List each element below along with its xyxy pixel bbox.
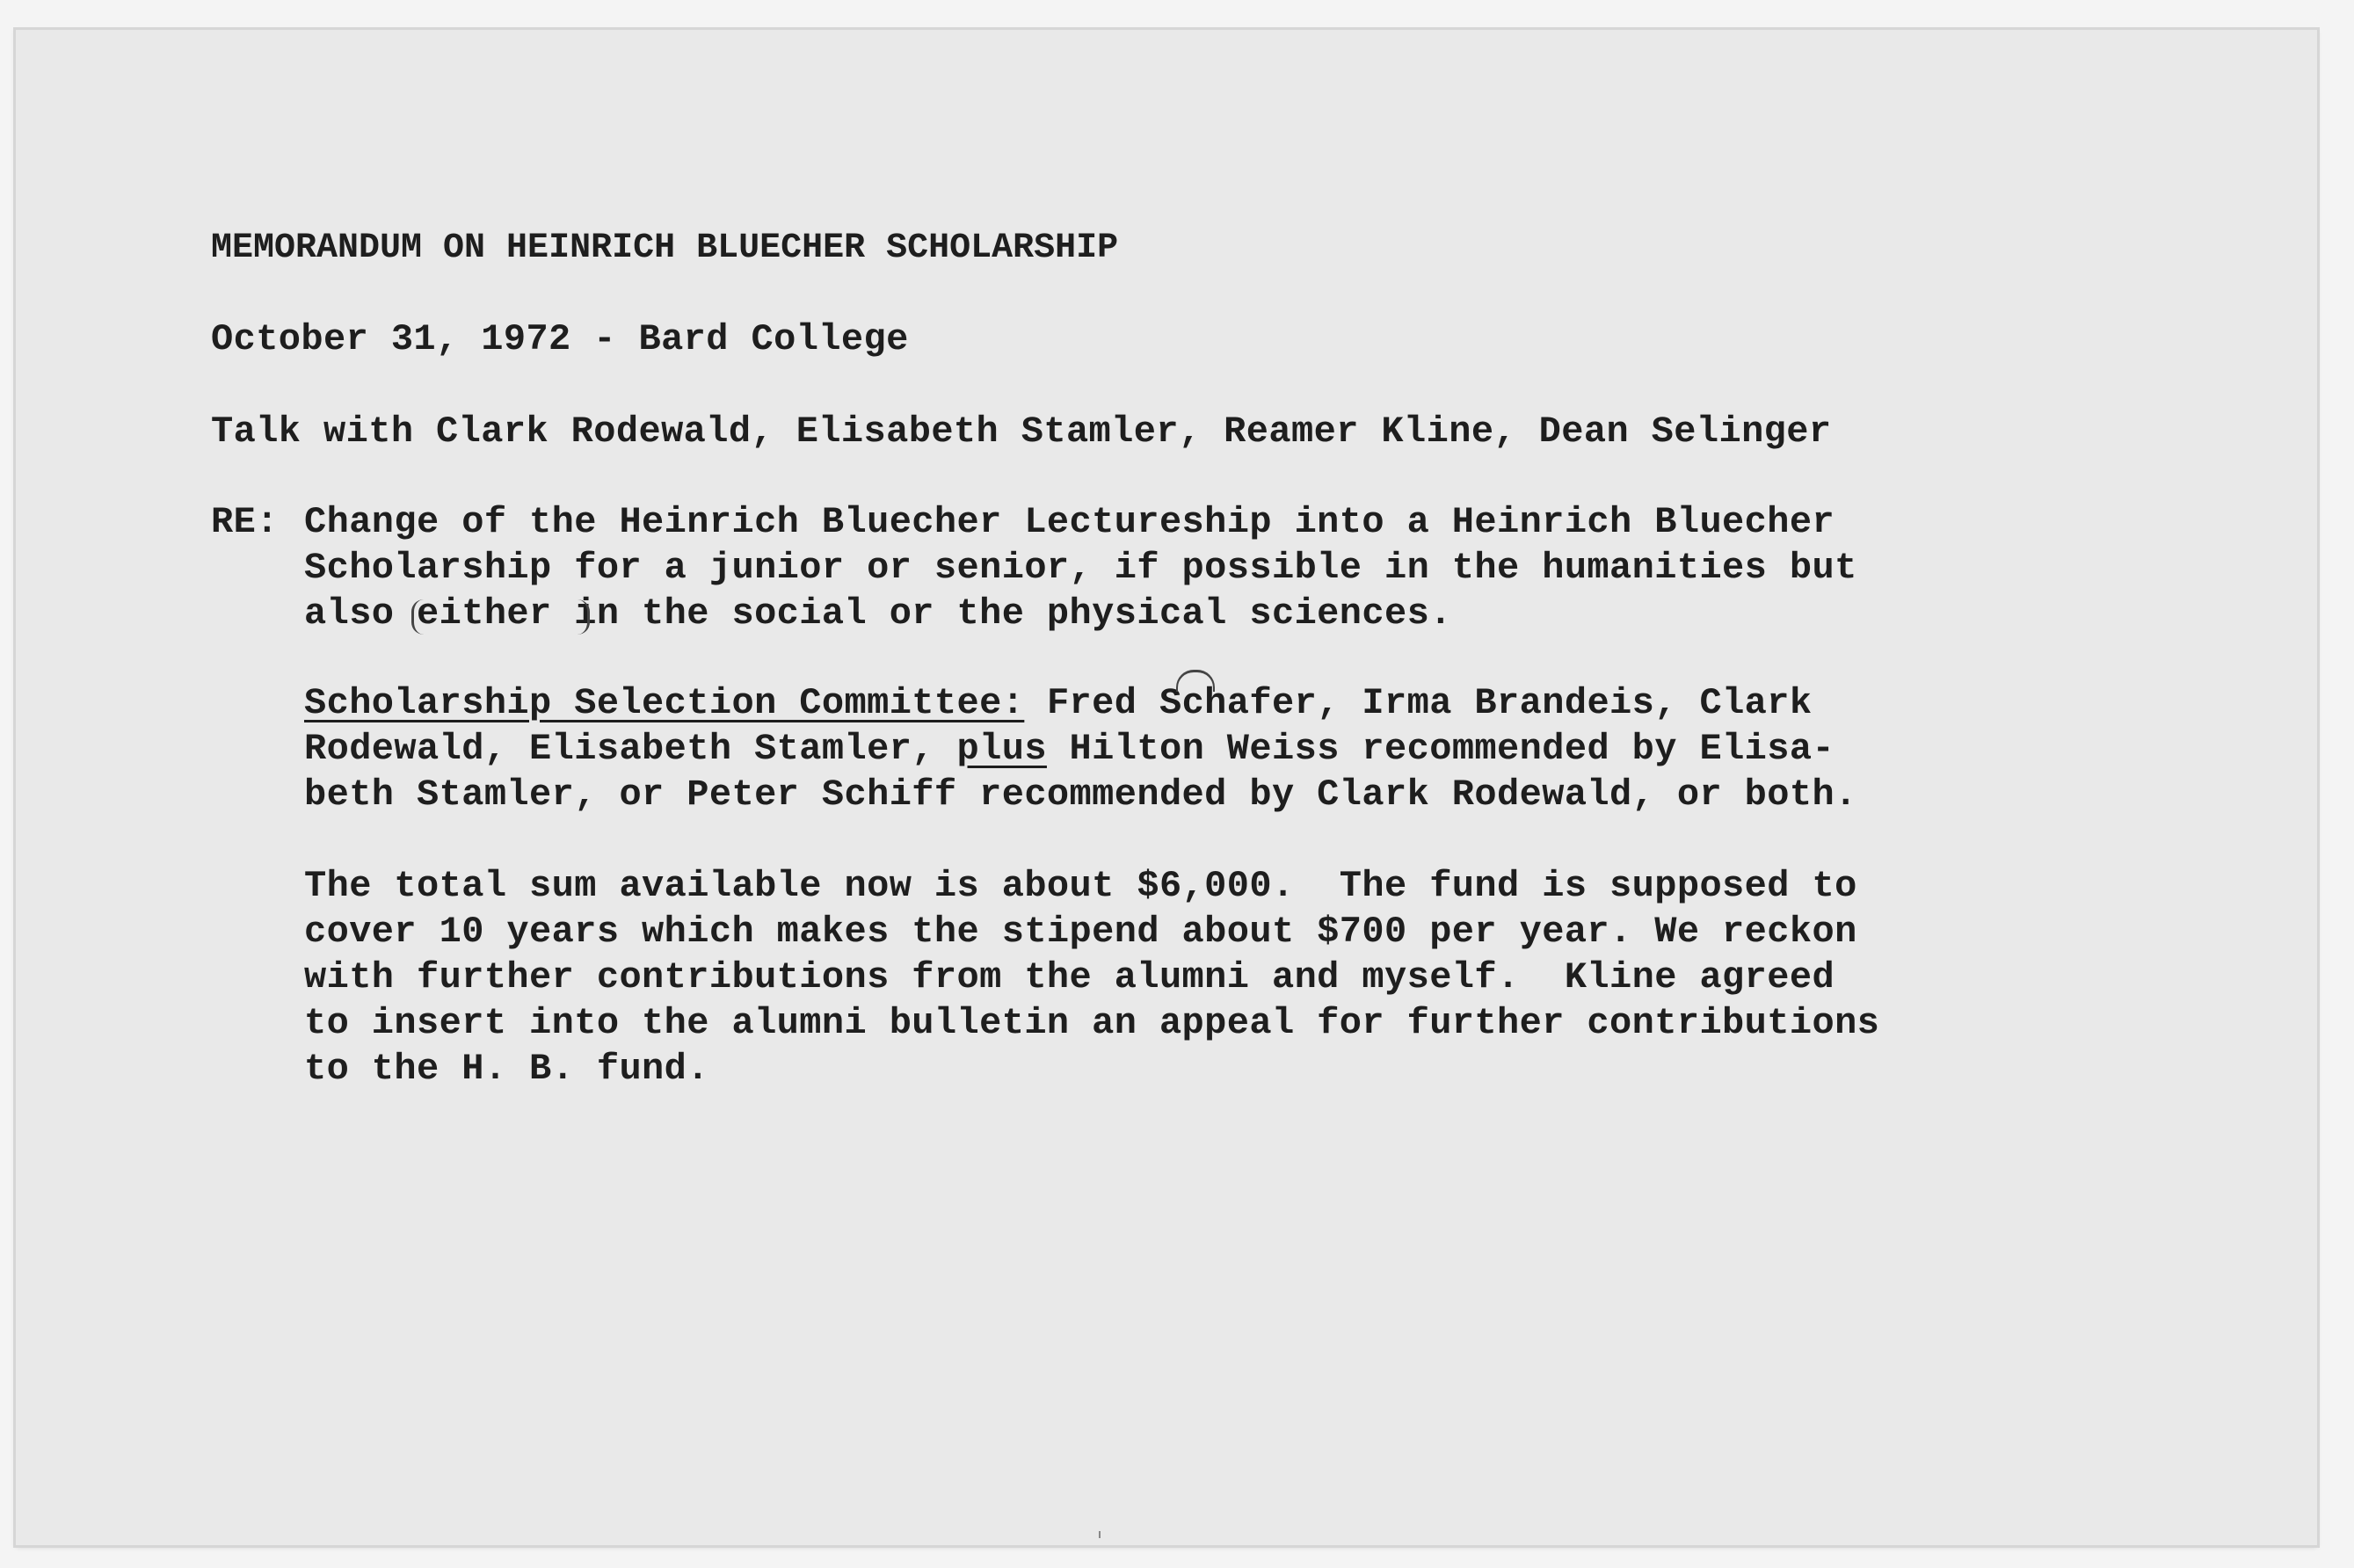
committee-line-2 (304, 726, 1857, 772)
re-line-1: Change of the Heinrich Bluecher Lectureship into a Heinrich Bluecher (304, 501, 1835, 543)
committee-line-1-rest: Fred Schafer, Irma Brandeis, Clark (1024, 682, 1813, 724)
committee-line-2-a: Rodewald, Elisabeth Stamler, (304, 728, 957, 770)
re-paragraph (304, 499, 1857, 636)
re-label: RE: (211, 501, 279, 543)
memo-date-line: October 31, 1972 - Bard College (211, 318, 909, 360)
funds-line-2: cover 10 years which makes the stipend about $700 per year. We reckon (304, 911, 1857, 953)
re-line-2: Scholarship for a junior or senior, if possible in the humanities but (304, 547, 1857, 589)
committee-heading: Scholarship Selection Committee: (304, 682, 1025, 724)
memo-participants-line: Talk with Clark Rodewald, Elisabeth Stamler, Reamer Kline, Dean Selinger (211, 410, 1832, 453)
funds-line-5: to the H. B. fund. (304, 1048, 709, 1090)
re-line-3: also either in the social or the physical sciences. (304, 592, 1452, 635)
funds-line-3: with further contributions from the alumni and myself. Kline agreed (304, 956, 1835, 998)
memo-paper (16, 30, 2317, 1545)
committee-paragraph (304, 680, 1857, 817)
funds-line-4: to insert into the alumni bulletin an appeal for further contributions (304, 1002, 1880, 1044)
committee-line-2-b: Hilton Weiss recommended by Elisa- (1046, 728, 1835, 770)
committee-plus-word: plus (956, 728, 1047, 770)
memo-document (16, 30, 2317, 1545)
funds-paragraph (304, 863, 1879, 1092)
memo-title: MEMORANDUM ON HEINRICH BLUECHER SCHOLARSHIP (211, 229, 1119, 268)
committee-line-1 (304, 680, 1857, 726)
committee-line-3: beth Stamler, or Peter Schiff recommended by Clark Rodewald, or both. (304, 773, 1857, 816)
paper-speck-mark (1099, 1531, 1101, 1538)
funds-line-1: The total sum available now is about $6,000. The fund is supposed to (304, 865, 1857, 907)
